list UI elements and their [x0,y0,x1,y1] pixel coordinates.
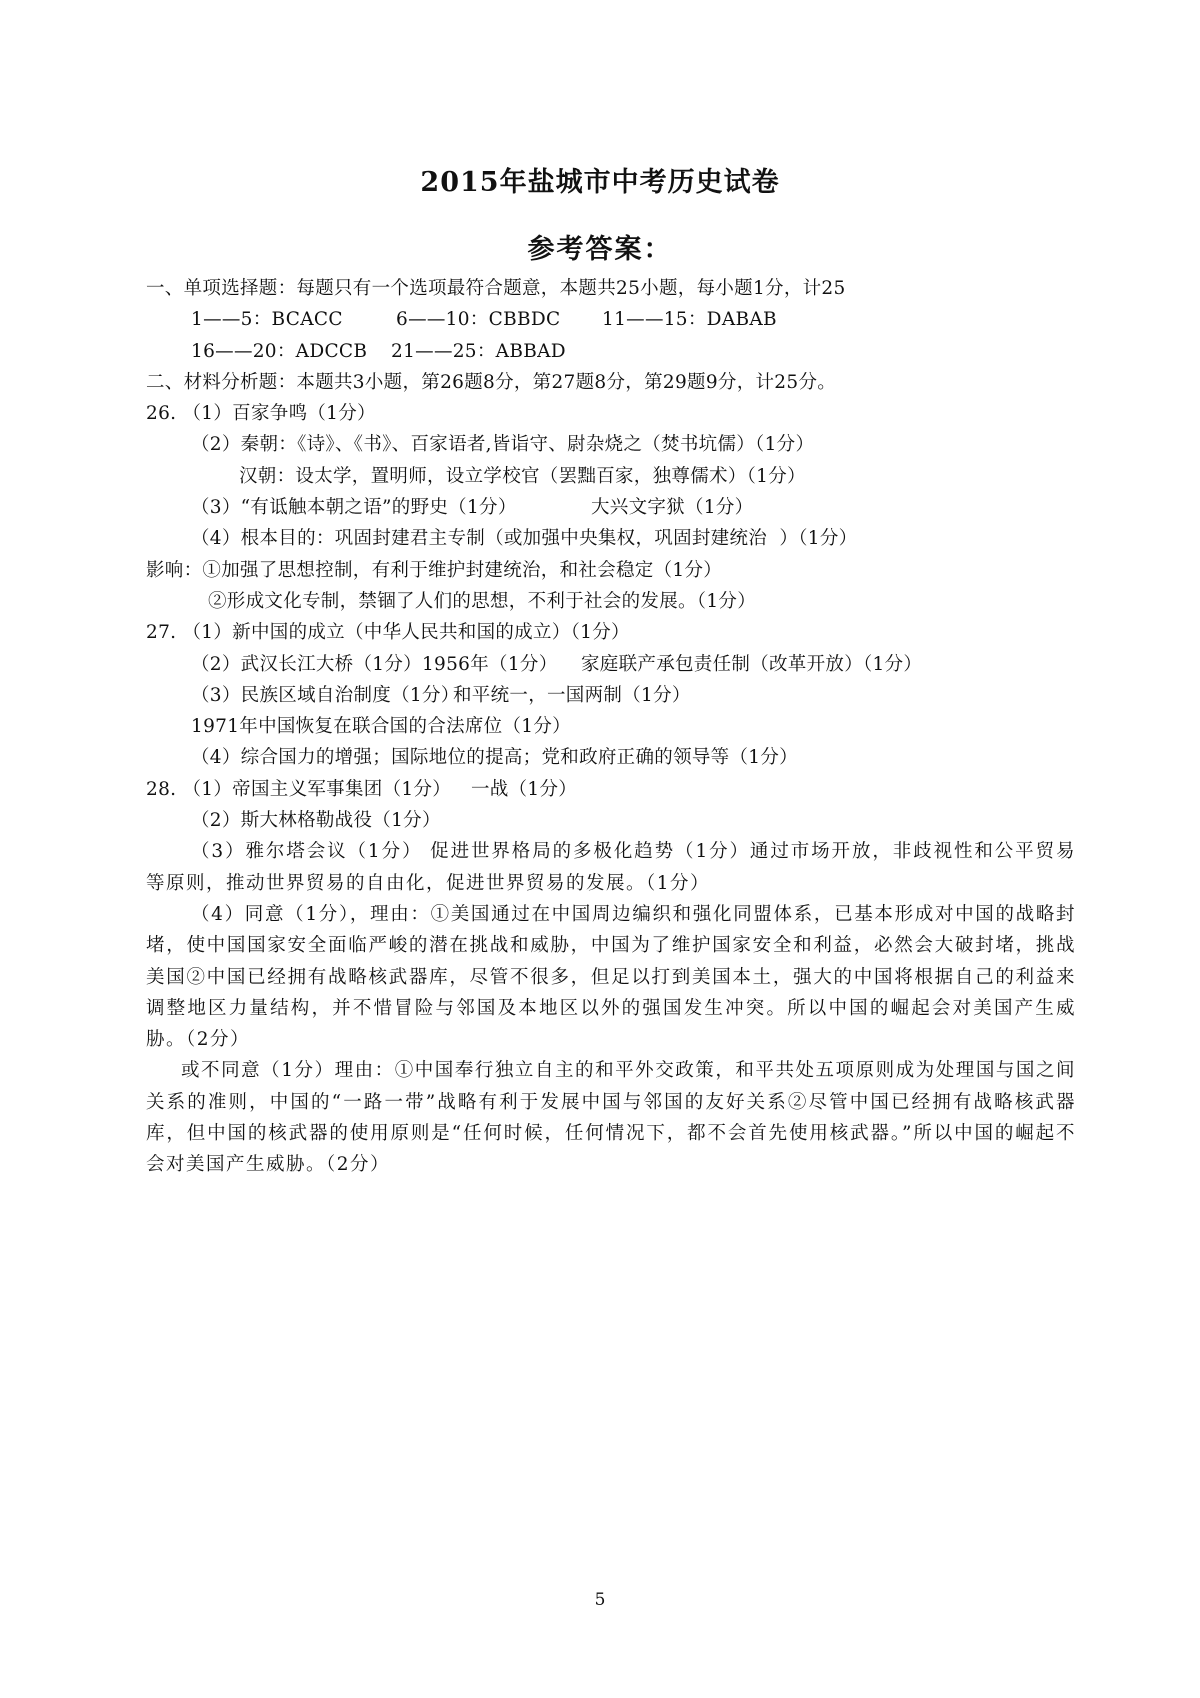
q28-paragraph: （4）同意（1分），理由：①美国通过在中国周边编织和强化同盟体系，已基本形成对中国的战略封堵，使中国国家安全面临严峻的潜在挑战和威胁，中国为了维护国家安全和利益，必然会大破封堵，挑战美国②中国已经拥有战略核武器库，尽管不很多，但足以打到美国本土，强大的中国将根据自己的利益来调整地区力量结构，并不惜冒险与邻国及本地区以外的强国发生冲突。所以中国的崛起会对美国产生威胁。（2分） [146,903,1076,1051]
answer-range: 21——25：ABBAD [391,340,566,362]
q28-paragraph: （3）雅尔塔会议（1分） 促进世界格局的多极化趋势（1分）通过市场开放，非歧视性和公平贸易等原则，推动世界贸易的自由化，促进世界贸易的发展。（1分） [146,841,1076,894]
q26-line [146,492,1076,523]
page-number: 5 [594,1590,606,1610]
section1-answers-row1 [146,304,1076,335]
q27-part: （3）民族区域自治制度（1分） [191,684,460,706]
answer-range: 1——5：BCACC [191,309,343,331]
section2-heading: 二、材料分析题：本题共3小题，第26题8分，第27题8分，第29题9分，计25分。 [146,371,837,393]
page-title: 2015年盐城市中考历史试卷 [420,167,780,198]
q28-paragraph: 或不同意（1分）理由：①中国奉行独立自主的和平外交政策，和平共处五项原则成为处理国与国之间关系的准则，中国的“一路一带”战略有利于发展中国与邻国的友好关系②尽管中国已经拥有战略核武器库，但中国的核武器的使用原则是“任何时候，任何情况下，都不会首先使用核武器。”所以中国的崛起不会对美国产生威胁。（2分） [146,1060,1076,1176]
q27-part: （2）武汉长江大桥（1分）1956年（1分） [191,653,558,675]
q26-line: （2）秦朝：《诗》、《书》、百家语者,皆诣守、尉杂烧之（焚书坑儒）（1分） [191,434,815,456]
section1-heading: 一、单项选择题：每题只有一个选项最符合题意，本题共25小题，每小题1分，计25 [146,278,846,299]
answer-body [146,273,1076,1181]
q28-part: 28. （1）帝国主义军事集团（1分） [146,778,452,800]
q27-line: （4）综合国力的增强；国际地位的提高；党和政府正确的领导等（1分） [191,747,798,769]
q28-line [146,774,1076,805]
q26-line: （4）根本目的：巩固封建君主专制（或加强中央集权，巩固封建统治 ）（1分） [191,528,858,550]
answer-range: 16——20：ADCCB [191,340,368,362]
q26-line: 影响：①加强了思想控制，有利于维护封建统治，和社会稳定（1分） [146,559,723,581]
q27-part: 家庭联产承包责任制（改革开放）（1分） [581,653,923,675]
section1-answers-row2 [146,336,1076,367]
q26-line: ②形成文化专制，禁锢了人们的思想，不利于社会的发展。（1分） [208,590,757,612]
q27-line [146,680,1076,711]
q27-part: 和平统一，一国两制（1分） [453,684,691,706]
answer-range: 6——10：CBBDC [396,309,561,331]
q27-line: 1971年中国恢复在联合国的合法席位（1分） [191,716,571,738]
q27-line [146,649,1076,680]
page-subtitle: 参考答案： [527,234,673,265]
q27-line: 27. （1）新中国的成立（中华人民共和国的成立）（1分） [146,622,630,644]
q28-line: （2）斯大林格勒战役（1分） [191,810,441,832]
q26-line: 26. （1）百家争鸣（1分） [146,403,376,425]
q26-part: （3）“有诋触本朝之语”的野史（1分） [191,497,517,519]
q28-part: 一战（1分） [471,778,578,800]
q26-line: 汉朝：设太学，置明师，设立学校官（罢黜百家，独尊儒术）（1分） [239,465,806,487]
q26-part: 大兴文字狱（1分） [591,497,754,519]
answer-range: 11——15：DABAB [602,309,777,331]
